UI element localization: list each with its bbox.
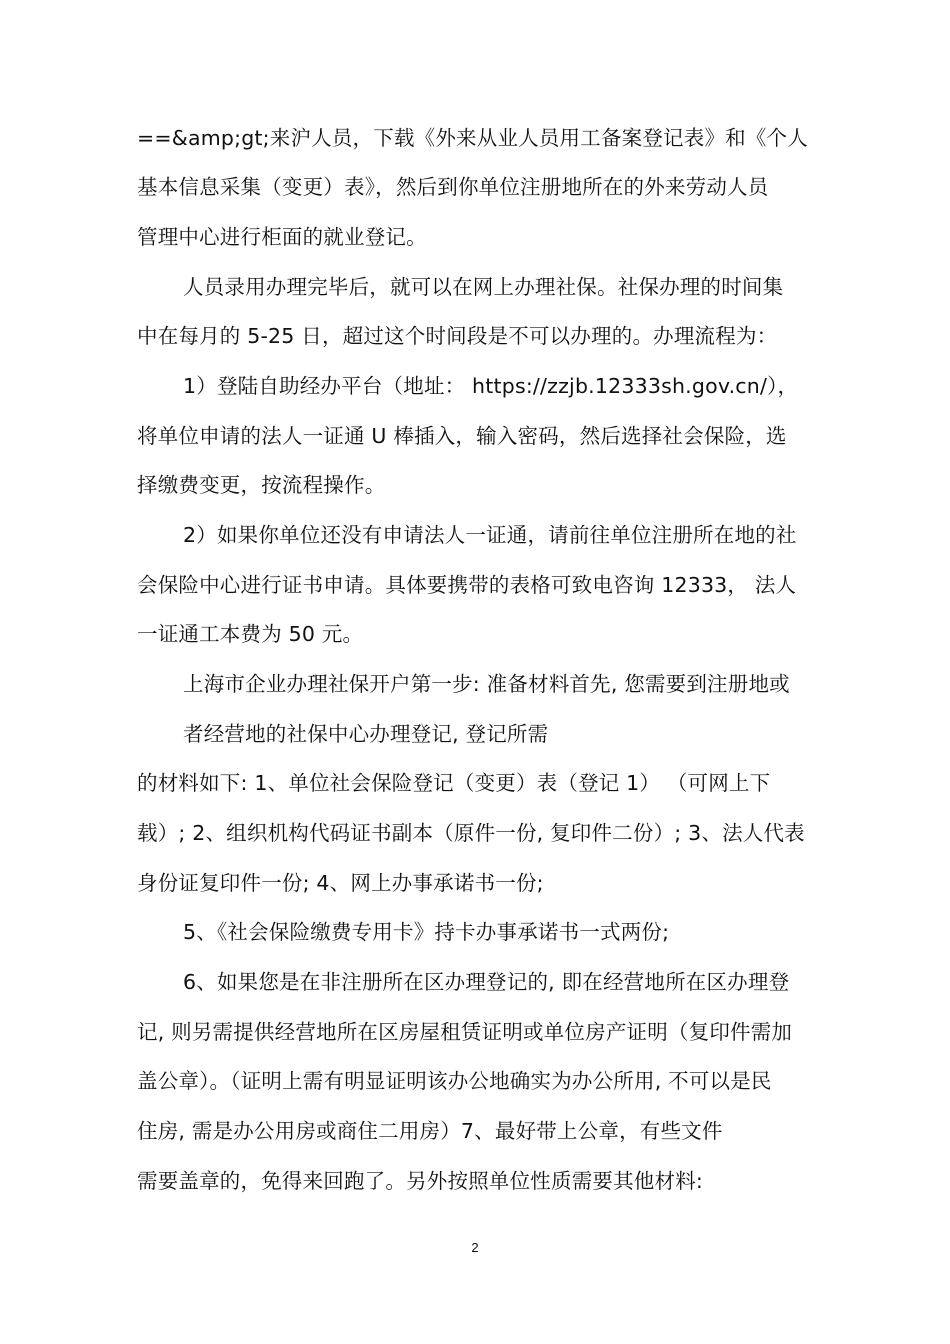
text-line-13: 者经营地的社保中心办理登记, 登记所需: [183, 722, 549, 746]
text-line-9: 2）如果你单位还没有申请法人一证通，请前往单位注册所在地的社: [183, 523, 797, 547]
text-line-8: 择缴费变更，按流程操作。: [137, 473, 386, 497]
text-line-3: 管理中心进行柜面的就业登记。: [137, 225, 427, 249]
page-number: 2: [471, 1240, 479, 1255]
text-line-2: 基本信息采集（变更）表》，然后到你单位注册地所在的外来劳动人员: [137, 175, 769, 199]
text-line-1: ==&amp;gt;来沪人员，下载《外来从业人员用工备案登记表》和《个人: [137, 126, 808, 150]
text-line-16: 身份证复印件一份; 4、网上办事承诺书一份;: [137, 871, 544, 895]
text-line-11: 一证通工本费为 50 元。: [137, 622, 364, 646]
text-line-4: 人员录用办理完毕后，就可以在网上办理社保。社保办理的时间集: [183, 275, 784, 299]
text-line-6: 1）登陆自助经办平台（地址： https://zzjb.12333sh.gov.cn/），: [183, 374, 799, 398]
text-line-5: 中在每月的 5-25 日，超过这个时间段是不可以办理的。办理流程为：: [137, 324, 778, 348]
text-line-22: 需要盖章的，免得来回跑了。另外按照单位性质需要其他材料:: [137, 1169, 704, 1193]
text-line-19: 记, 则另需提供经营地所在区房屋租赁证明或单位房产证明（复印件需加: [137, 1020, 793, 1044]
text-line-14: 的材料如下: 1、单位社会保险登记（变更）表（登记 1） （可网上下: [137, 771, 771, 795]
text-line-21: 住房, 需是办公用房或商住二用房）7、最好带上公章，有些文件: [137, 1119, 723, 1143]
text-line-20: 盖公章）。（证明上需有明显证明该办公地确实为办公所用, 不可以是民: [137, 1069, 772, 1093]
text-line-17: 5、《社会保险缴费专用卡》持卡办事承诺书一式两份;: [183, 920, 670, 944]
text-line-10: 会保险中心进行证书申请。具体要携带的表格可致电咨询 12333， 法人: [137, 573, 797, 597]
text-line-7: 将单位申请的法人一证通 U 棒插入，输入密码，然后选择社会保险，选: [137, 424, 787, 448]
text-line-12: 上海市企业办理社保开户第一步: 准备材料首先, 您需要到注册地或: [183, 672, 790, 696]
text-line-18: 6、如果您是在非注册所在区办理登记的, 即在经营地所在区办理登: [183, 970, 790, 994]
text-line-15: 载）; 2、组织机构代码证书副本（原件一份, 复印件二份）; 3、法人代表: [137, 821, 805, 845]
